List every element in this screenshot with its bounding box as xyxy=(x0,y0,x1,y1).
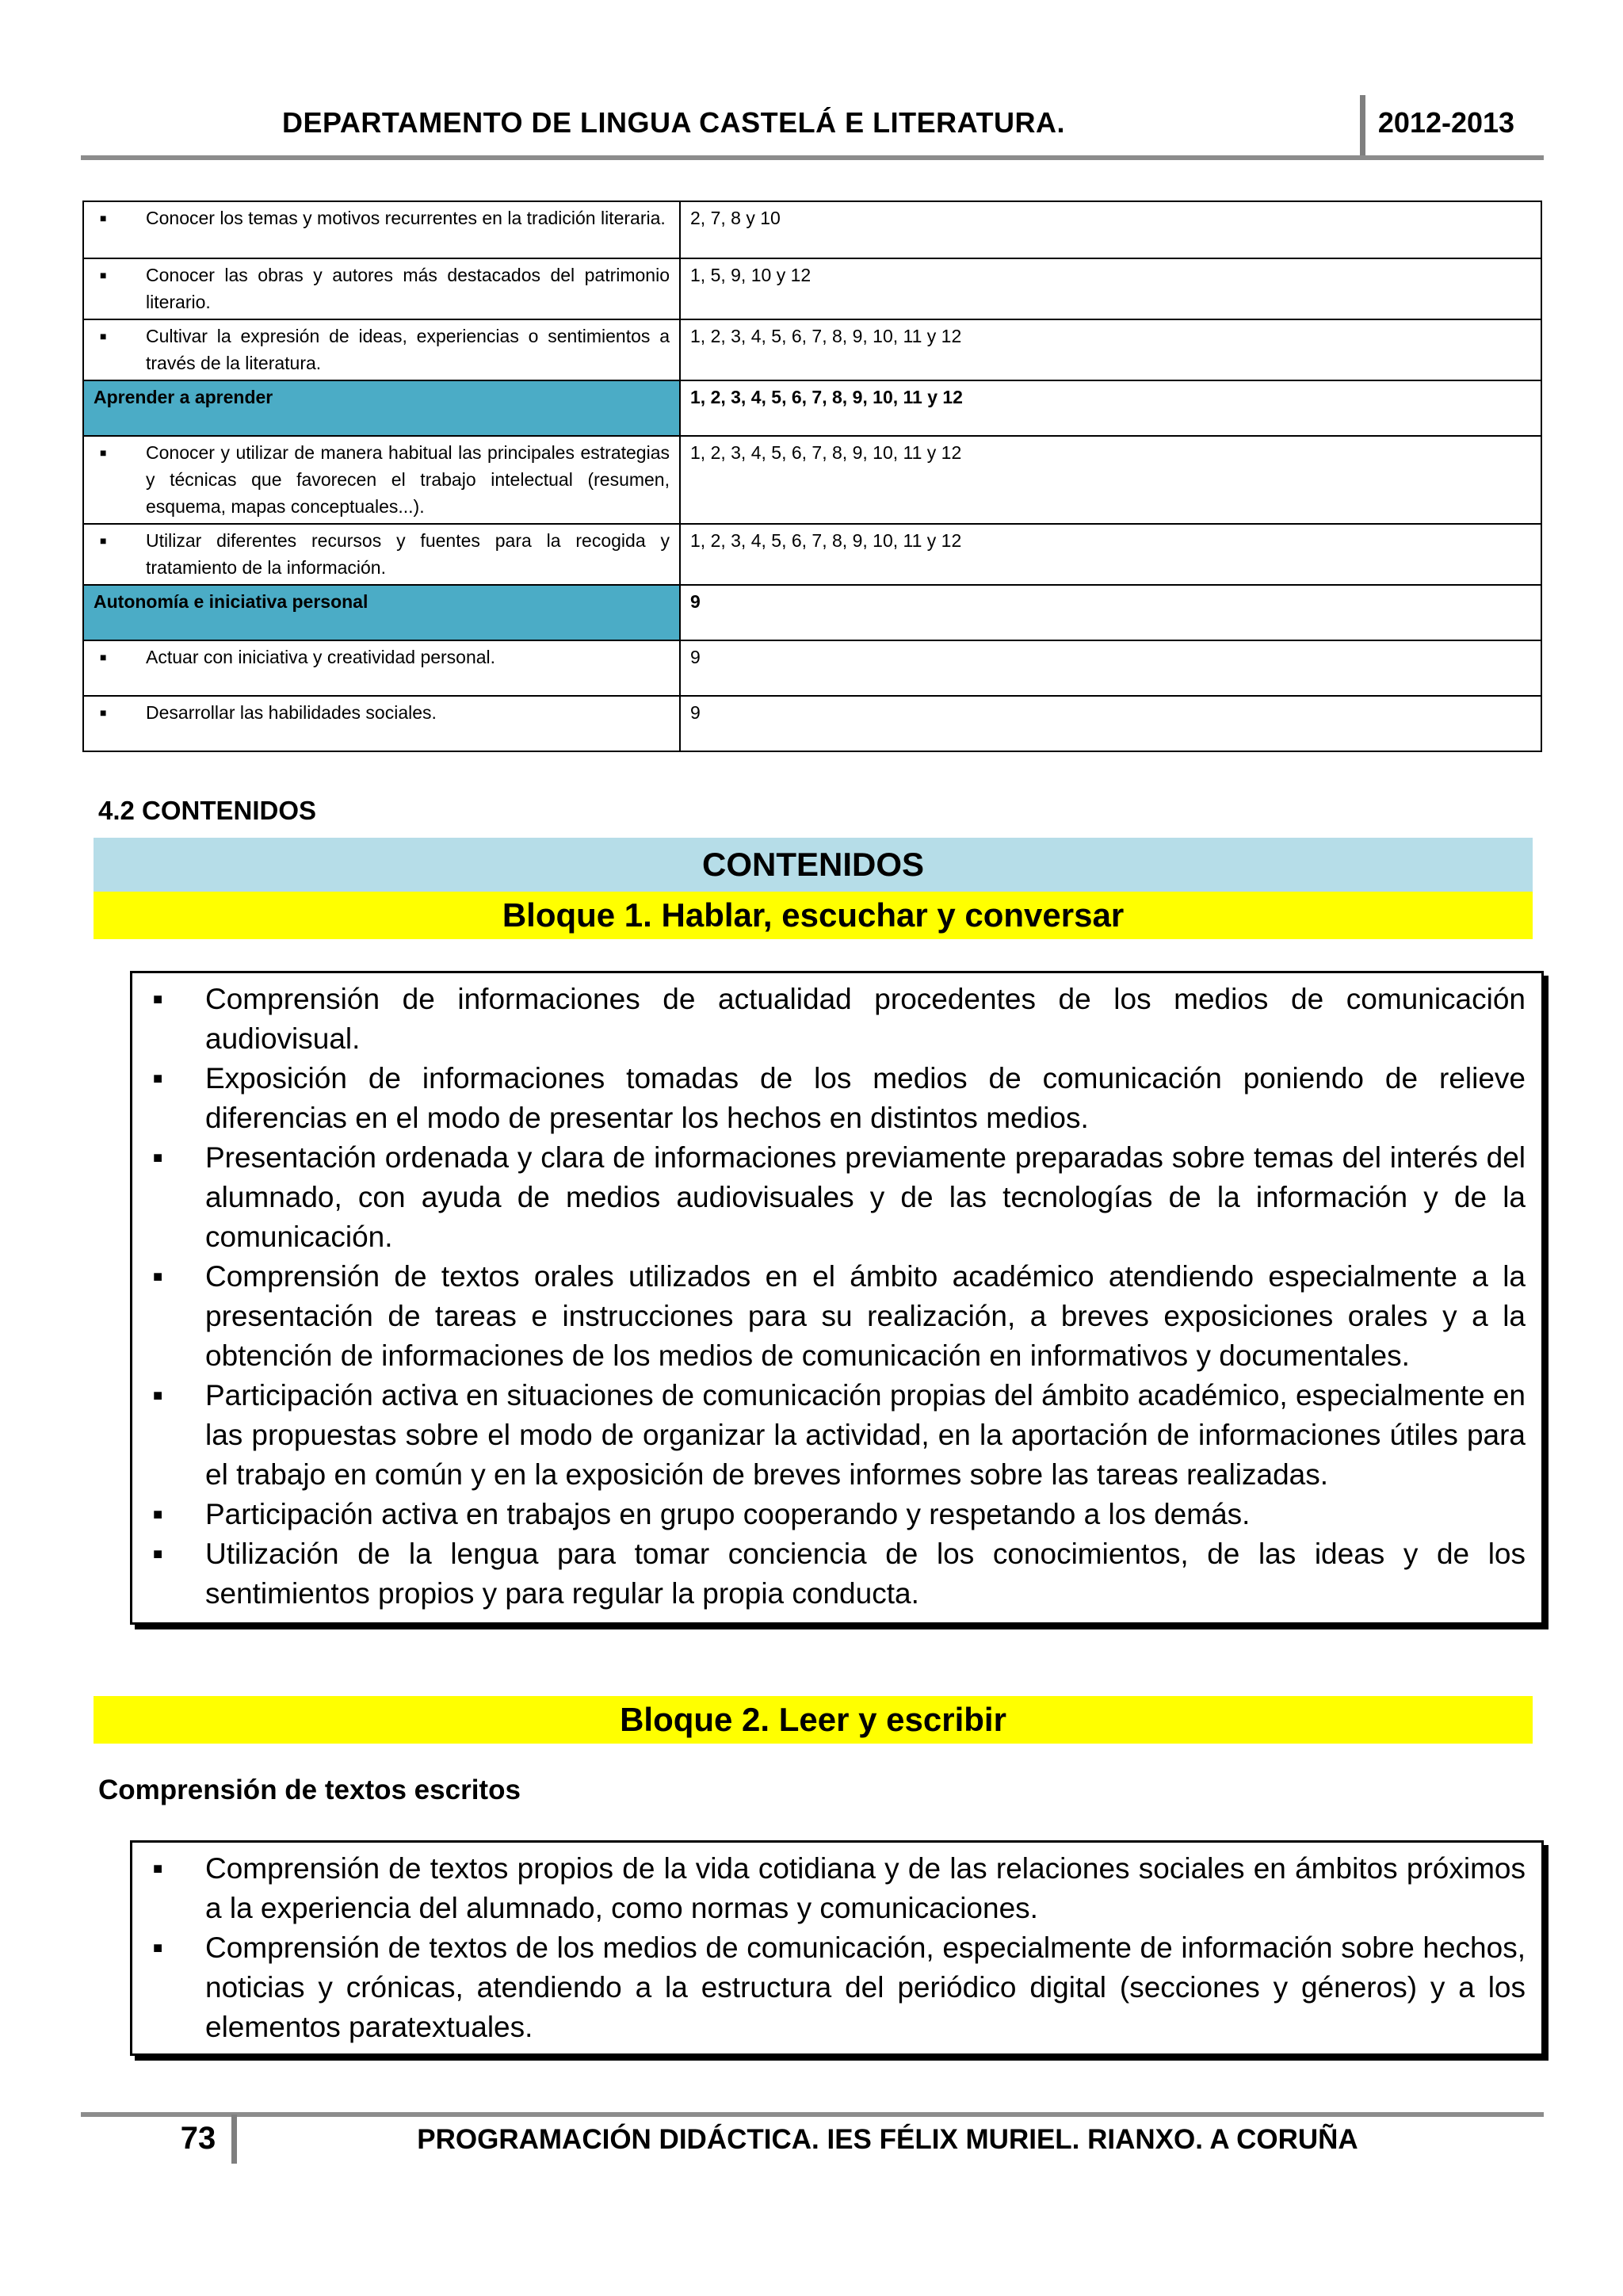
footer-rule xyxy=(81,2112,1544,2117)
competence-cell: ■ Conocer los temas y motivos recurrentes en la tradición literaria. xyxy=(83,201,680,258)
bullet-icon: ■ xyxy=(153,1149,163,1167)
block2-title: Bloque 2. Leer y escribir xyxy=(94,1696,1533,1744)
competences-table xyxy=(82,201,1542,752)
header-divider xyxy=(1360,95,1365,157)
list-item: ■ Participación activa en trabajos en grupo cooperando y respetando a los demás. xyxy=(148,1495,1526,1534)
table-row xyxy=(83,640,1541,696)
table-row xyxy=(83,436,1541,524)
table-row xyxy=(83,696,1541,751)
bullet-icon: ■ xyxy=(153,1506,163,1523)
table-row xyxy=(83,258,1541,319)
bullet-icon: ■ xyxy=(153,1545,163,1563)
list-item: ■ Comprensión de informaciones de actualidad procedentes de los medios de comunicación audiovisual. xyxy=(148,980,1526,1059)
list-item: ■ Comprensión de textos orales utilizados en el ámbito académico atendiendo especialmente a la presentación de tareas e instrucciones para su realización, a breves exposiciones orales y a la obtención de informaciones de los medios de comunicación en informativos y documentales. xyxy=(148,1257,1526,1376)
objectives-cell: 9 xyxy=(680,585,1541,640)
bullet-icon: ■ xyxy=(153,1387,163,1404)
objectives-cell: 1, 2, 3, 4, 5, 6, 7, 8, 9, 10, 11 y 12 xyxy=(680,319,1541,380)
table-row xyxy=(83,319,1541,380)
bullet-icon: ■ xyxy=(100,446,107,459)
block2-content-box xyxy=(130,1840,1544,2056)
bullet-icon: ■ xyxy=(153,991,163,1008)
block2-subheading: Comprensión de textos escritos xyxy=(98,1775,521,1805)
objectives-cell: 1, 2, 3, 4, 5, 6, 7, 8, 9, 10, 11 y 12 xyxy=(680,380,1541,436)
block1-content-box xyxy=(130,971,1544,1625)
objectives-cell: 9 xyxy=(680,696,1541,751)
objectives-cell: 1, 2, 3, 4, 5, 6, 7, 8, 9, 10, 11 y 12 xyxy=(680,524,1541,585)
list-item: ■ Utilización de la lengua para tomar conciencia de los conocimientos, de las ideas y de los sentimientos propios y para regular la propia conducta. xyxy=(148,1534,1526,1614)
table-row xyxy=(83,524,1541,585)
bullet-icon: ■ xyxy=(153,1860,163,1878)
bullet-icon: ■ xyxy=(153,1070,163,1087)
footer-text: PROGRAMACIÓN DIDÁCTICA. IES FÉLIX MURIEL. RIANXO. A CORUÑA xyxy=(417,2124,1358,2155)
objectives-cell: 1, 5, 9, 10 y 12 xyxy=(680,258,1541,319)
contents-band: CONTENIDOS xyxy=(94,838,1533,892)
bullet-icon: ■ xyxy=(100,706,107,719)
bullet-icon: ■ xyxy=(100,330,107,342)
competence-cell: ■ Actuar con iniciativa y creatividad personal. xyxy=(83,640,680,696)
bullet-icon: ■ xyxy=(153,1268,163,1286)
competence-cell: ■ Desarrollar las habilidades sociales. xyxy=(83,696,680,751)
competence-group-header: Aprender a aprender xyxy=(83,380,680,436)
page-number: 73 xyxy=(180,2121,216,2156)
header-title: DEPARTAMENTO DE LINGUA CASTELÁ E LITERATURA. xyxy=(282,106,1065,139)
objectives-cell: 9 xyxy=(680,640,1541,696)
competence-cell: ■ Utilizar diferentes recursos y fuentes para la recogida y tratamiento de la información. xyxy=(83,524,680,585)
list-item: ■ Comprensión de textos de los medios de comunicación, especialmente de información sobre hechos, noticias y crónicas, atendiendo a la estructura del periódico digital (secciones y géneros) y a los elementos paratextuales. xyxy=(148,1928,1526,2047)
objectives-cell: 2, 7, 8 y 10 xyxy=(680,201,1541,258)
bullet-icon: ■ xyxy=(100,269,107,281)
block1-title: Bloque 1. Hablar, escuchar y conversar xyxy=(94,892,1533,939)
table-row xyxy=(83,380,1541,436)
competence-group-header: Autonomía e iniciativa personal xyxy=(83,585,680,640)
list-item: ■ Presentación ordenada y clara de informaciones previamente preparadas sobre temas del interés del alumnado, con ayuda de medios audiovisuales y de las tecnologías de la información y de la comunicación. xyxy=(148,1138,1526,1257)
objectives-cell: 1, 2, 3, 4, 5, 6, 7, 8, 9, 10, 11 y 12 xyxy=(680,436,1541,524)
list-item: ■ Participación activa en situaciones de comunicación propias del ámbito académico, especialmente en las propuestas sobre el modo de organizar la actividad, en la aportación de informaciones útiles para el trabajo en común y en la exposición de breves informes sobre las tareas realizadas. xyxy=(148,1376,1526,1495)
table-row xyxy=(83,585,1541,640)
list-item: ■ Comprensión de textos propios de la vida cotidiana y de las relaciones sociales en ámbitos próximos a la experiencia del alumnado, como normas y comunicaciones. xyxy=(148,1849,1526,1928)
list-item: ■ Exposición de informaciones tomadas de los medios de comunicación poniendo de relieve diferencias en el modo de presentar los hechos en distintos medios. xyxy=(148,1059,1526,1138)
table-row xyxy=(83,201,1541,258)
section-title: 4.2 CONTENIDOS xyxy=(98,796,317,825)
bullet-icon: ■ xyxy=(100,651,107,663)
header-year: 2012-2013 xyxy=(1377,106,1515,139)
competence-cell: ■ Conocer las obras y autores más destacados del patrimonio literario. xyxy=(83,258,680,319)
bullet-icon: ■ xyxy=(153,1939,163,1957)
header-rule xyxy=(81,155,1544,160)
bullet-icon: ■ xyxy=(100,534,107,547)
footer-divider xyxy=(231,2115,237,2164)
bullet-icon: ■ xyxy=(100,212,107,224)
competence-cell: ■ Cultivar la expresión de ideas, experiencias o sentimientos a través de la literatura. xyxy=(83,319,680,380)
competence-cell: ■ Conocer y utilizar de manera habitual las principales estrategias y técnicas que favorecen el trabajo intelectual (resumen, esquema, mapas conceptuales...). xyxy=(83,436,680,524)
